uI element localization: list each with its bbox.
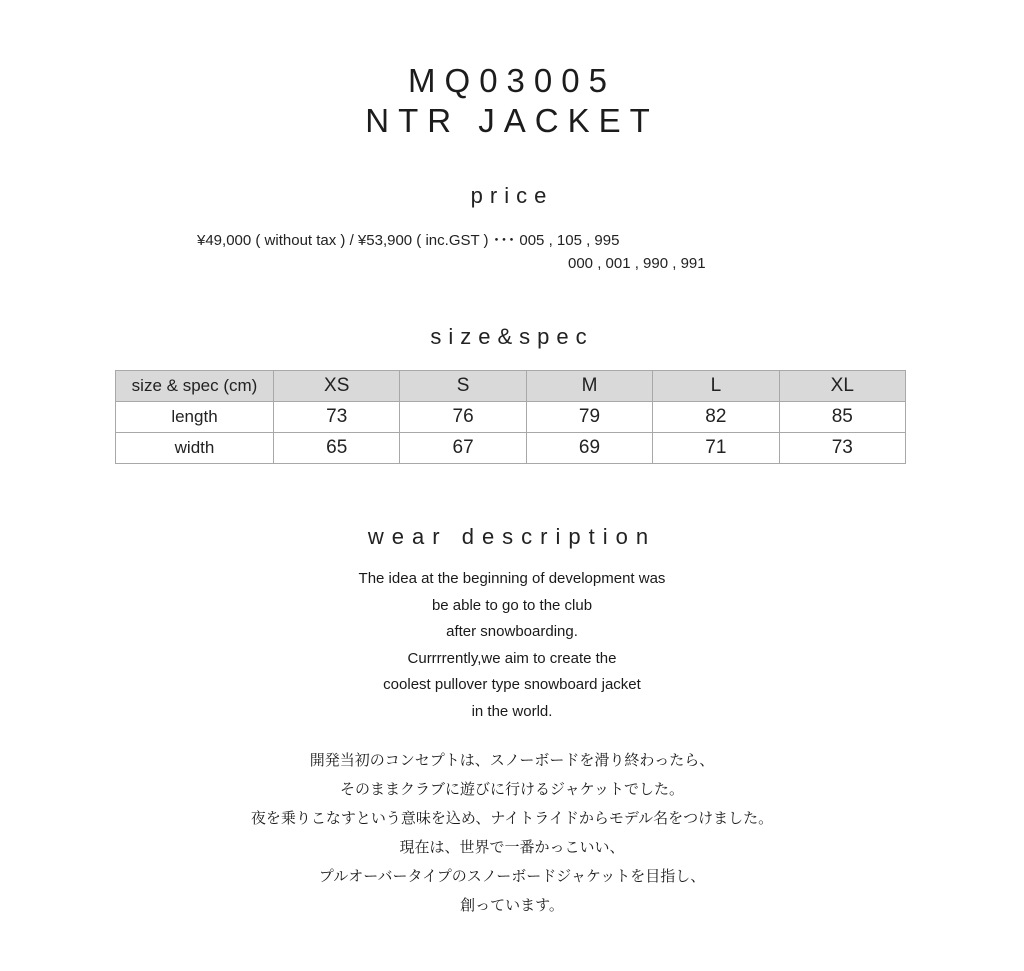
description-line: そのままクラブに遊びに行けるジャケットでした。 [340, 781, 684, 798]
price-line-primary: ¥49,000 ( without tax ) / ¥53,900 ( inc.GST ) ･･･ 005 , 105 , 995 [197, 232, 620, 249]
table-cell: 69 [526, 433, 652, 464]
table-header-cell: M [526, 371, 652, 402]
product-code: MQ03005 [408, 62, 616, 99]
description-line: coolest pullover type snowboard jacket [383, 676, 641, 694]
description-line: 開発当初のコンセプトは、スノーボードを滑り終わったら、 [309, 752, 715, 769]
table-cell: 76 [400, 402, 526, 433]
description-line: after snowboarding. [446, 623, 578, 641]
table-row [116, 433, 906, 464]
table-cell: 79 [526, 402, 652, 433]
table-row [116, 402, 906, 433]
table-cell: 71 [653, 433, 779, 464]
table-header-cell: XL [779, 371, 905, 402]
table-cell: 65 [274, 433, 400, 464]
description-english [0, 566, 1024, 726]
table-cell: 82 [653, 402, 779, 433]
description-line: プルオーバータイプのスノーボードジャケットを目指し、 [318, 868, 706, 885]
wear-description-heading: wear description [367, 524, 657, 549]
product-name: NTR JACKET [365, 102, 659, 139]
price-heading: price [470, 183, 554, 208]
description-line: 創っています。 [460, 897, 564, 914]
table-cell: 85 [779, 402, 905, 433]
price-line-secondary: 000 , 001 , 990 , 991 [568, 255, 706, 272]
description-line: 現在は、世界で一番かっこいい、 [399, 839, 625, 856]
description-line: in the world. [471, 702, 553, 720]
table-cell: 67 [400, 433, 526, 464]
description-line: The idea at the beginning of development was [358, 570, 666, 587]
table-header-cell: XS [274, 371, 400, 402]
description-japanese [0, 746, 1024, 920]
row-label: width [116, 433, 274, 464]
table-header-cell: L [653, 371, 779, 402]
table-cell: 73 [779, 433, 905, 464]
size-spec-heading: size&spec [430, 324, 594, 349]
table-header-row [116, 371, 906, 402]
description-line: 夜を乗りこなすという意味を込め、ナイトライドからモデル名をつけました。 [250, 810, 774, 827]
table-cell: 73 [274, 402, 400, 433]
description-line: be able to go to the club [431, 596, 593, 614]
table-header-cell: S [400, 371, 526, 402]
row-label: length [116, 402, 274, 433]
table-header-cell: size & spec (cm) [116, 371, 274, 402]
size-spec-table [115, 370, 906, 464]
description-line: Currrrently,we aim to create the [407, 649, 617, 667]
